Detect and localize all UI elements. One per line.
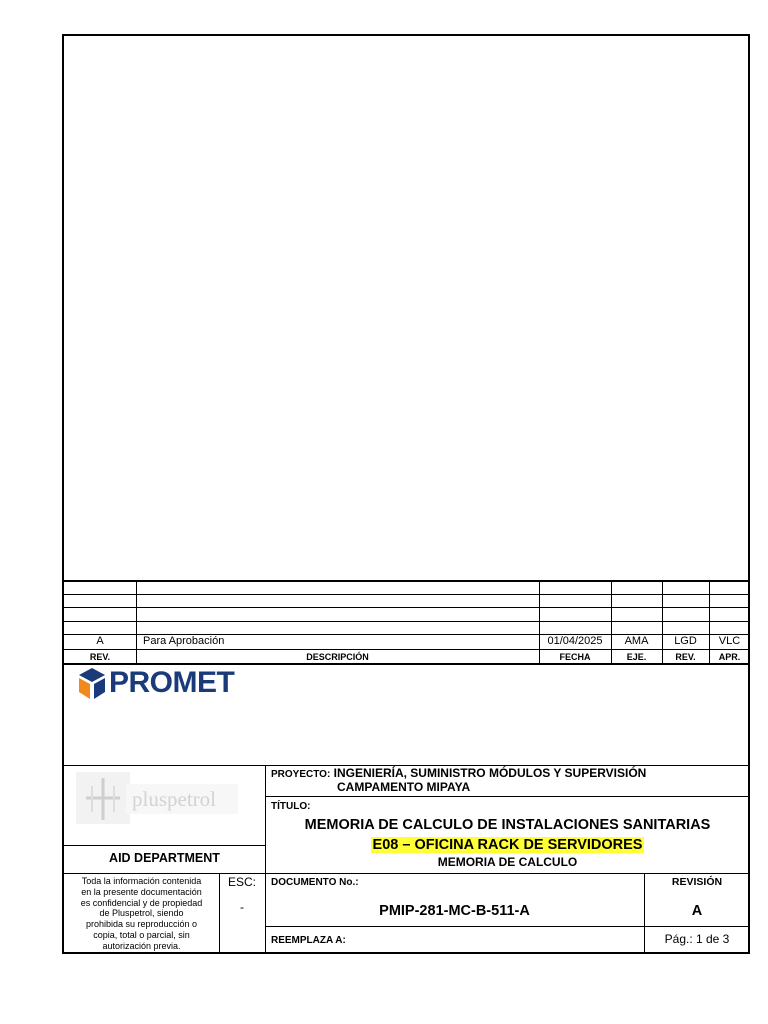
revision-value: A (691, 903, 703, 919)
document-frame (62, 34, 750, 954)
rev-approver: VLC (718, 635, 741, 647)
header-descripcion: DESCRIPCIÓN (306, 652, 369, 662)
pluspetrol-logo (76, 772, 238, 824)
documento-number: PMIP-281-MC-B-511-A (379, 903, 530, 919)
note-line: de Pluspetrol, siendo (99, 908, 184, 919)
titulo-main: MEMORIA DE CALCULO DE INSTALACIONES SANITARIAS (304, 817, 711, 833)
rev-description: Para Aprobación (143, 635, 225, 647)
rev-value: A (96, 635, 104, 647)
proyecto-line1: INGENIERÍA, SUMINISTRO MÓDULOS Y SUPERVISIÓN (333, 766, 647, 780)
revision-label: REVISIÓN (671, 876, 723, 888)
titulo-sub: MEMORIA DE CALCULO (437, 855, 578, 869)
header-rev: REV. (89, 652, 111, 662)
note-line: en la presente documentación (81, 886, 202, 897)
proyecto-line2: CAMPAMENTO MIPAYA (337, 780, 471, 794)
promet-logo-text: PROMET (109, 666, 235, 699)
note-line: Toda la información contenida (81, 876, 202, 886)
documento-label: DOCUMENTO No.: (271, 877, 359, 888)
escala-label: ESC: (227, 875, 256, 889)
pluspetrol-logo-icon (76, 772, 130, 824)
header-eje: EJE. (626, 652, 647, 662)
page-number: Pág.: 1 de 3 (664, 932, 730, 946)
header-apr: APR. (718, 652, 741, 662)
note-line: prohibida su reproducción o (85, 919, 198, 930)
rev-date: 01/04/2025 (547, 635, 603, 647)
header-fecha: FECHA (559, 652, 591, 662)
note-line: es confidencial y de propiedad (80, 897, 203, 908)
titulo-highlight: E08 – OFICINA RACK DE SERVIDORES (372, 837, 643, 853)
proyecto-block (271, 767, 646, 781)
department-label: AID DEPARTMENT (109, 851, 220, 865)
proyecto-label: PROYECTO: (271, 769, 331, 780)
rev-executor: AMA (624, 635, 649, 647)
promet-logo-icon (77, 667, 107, 701)
reemplaza-label: REEMPLAZA A: (271, 935, 346, 946)
titulo-highlight-row (265, 836, 750, 854)
note-line: copia, total o parcial, sin (93, 929, 190, 940)
confidential-note (66, 876, 217, 952)
header-rev-by: REV. (675, 652, 696, 662)
note-line: autorización previa. (102, 940, 181, 951)
pluspetrol-logo-text: pluspetrol (126, 784, 238, 814)
escala-value: - (240, 900, 244, 914)
rev-reviewer: LGD (674, 635, 697, 647)
titulo-label: TÍTULO: (271, 801, 311, 812)
